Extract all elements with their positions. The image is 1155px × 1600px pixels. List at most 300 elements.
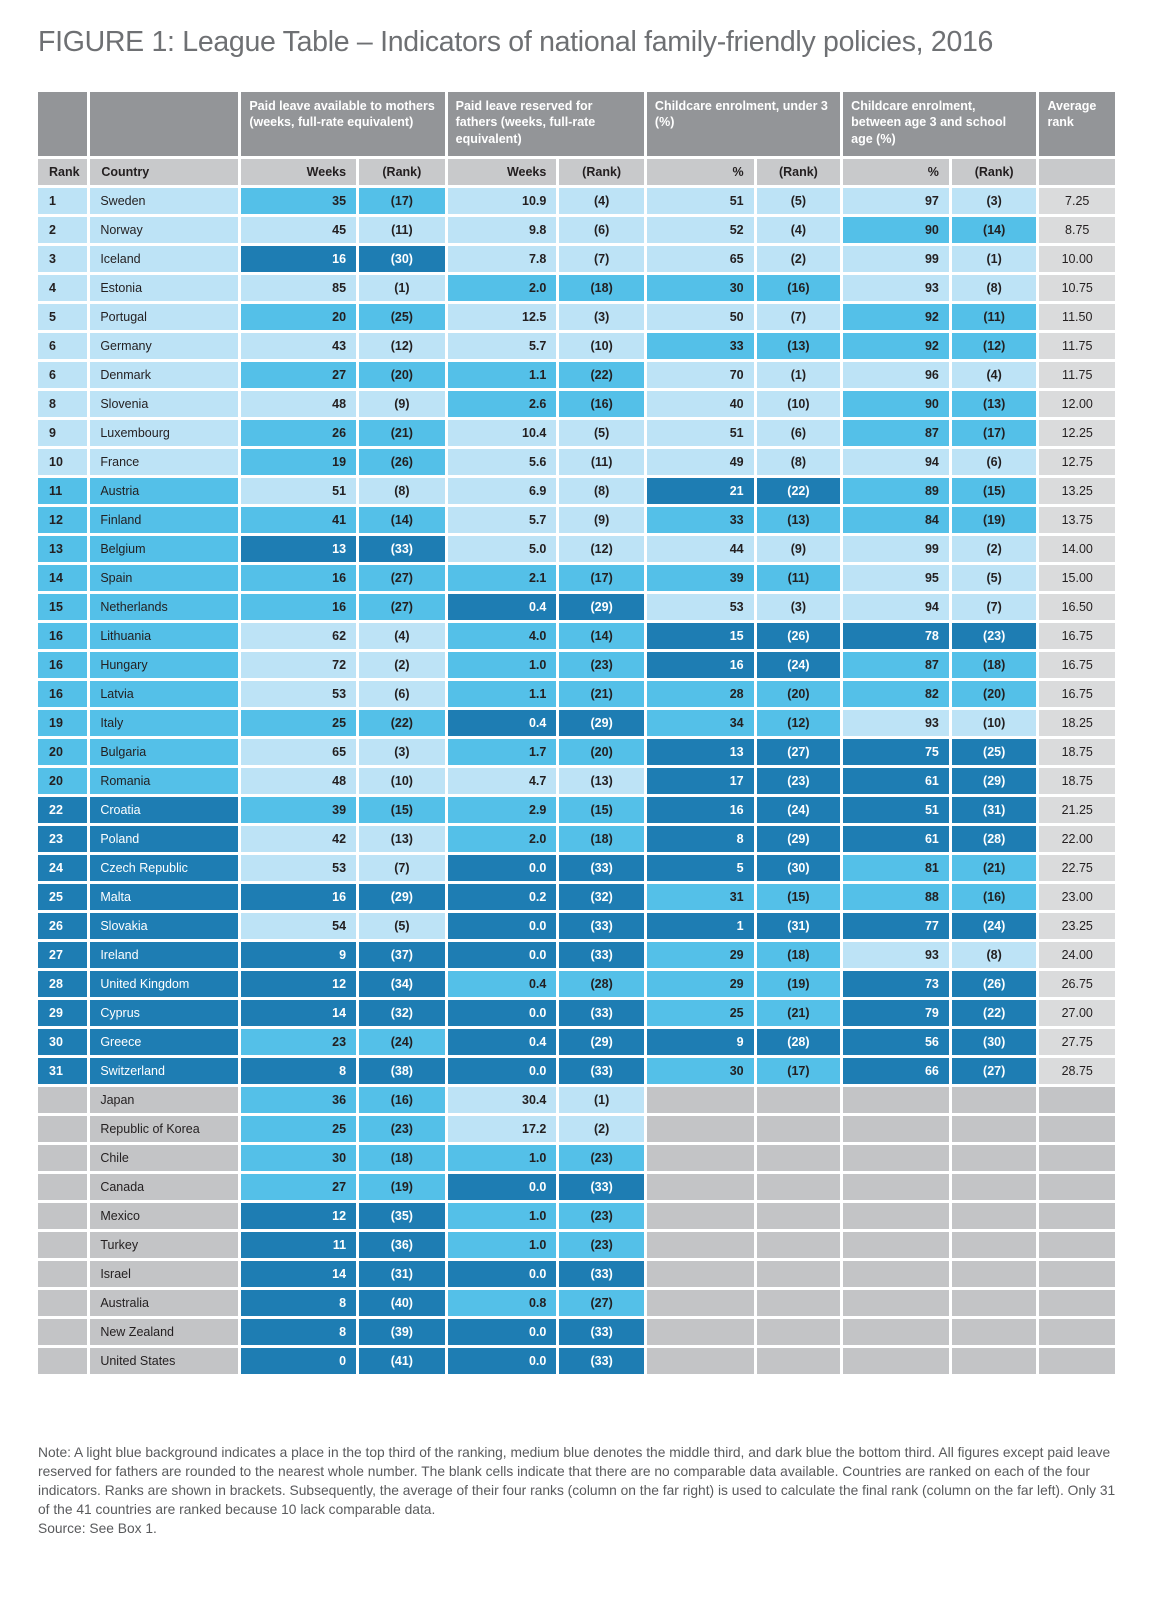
average-rank-cell: 21.25: [1039, 797, 1115, 823]
country-cell: Sweden: [90, 188, 238, 214]
table-row: [38, 536, 1115, 562]
average-rank-cell: 16.75: [1039, 623, 1115, 649]
fathers-leave-value-cell: 4.7: [448, 768, 557, 794]
childcare-under3-value-cell: 34: [647, 710, 754, 736]
country-cell: Slovenia: [90, 391, 238, 417]
childcare-3plus-value-cell: 92: [843, 333, 949, 359]
childcare-3plus-rank-cell: (8): [952, 942, 1037, 968]
average-rank-cell: 22.75: [1039, 855, 1115, 881]
childcare-under3-value-cell: [647, 1174, 754, 1200]
childcare-under3-value-cell: [647, 1348, 754, 1374]
sub-header-row: [38, 159, 1115, 185]
rank-cell: 4: [38, 275, 87, 301]
rank-cell: 12: [38, 507, 87, 533]
mothers-leave-rank-cell: (39): [359, 1319, 445, 1345]
rank-cell: 24: [38, 855, 87, 881]
childcare-under3-rank-cell: (22): [757, 478, 841, 504]
childcare-3plus-rank-cell: (4): [952, 362, 1037, 388]
table-row: [38, 1290, 1115, 1316]
fathers-leave-rank-cell: (23): [559, 652, 644, 678]
rank-cell: 11: [38, 478, 87, 504]
fathers-leave-rank-cell: (15): [559, 797, 644, 823]
rank-cell: 5: [38, 304, 87, 330]
country-cell: Australia: [90, 1290, 238, 1316]
mothers-leave-value-cell: 53: [241, 681, 356, 707]
mothers-leave-value-cell: 39: [241, 797, 356, 823]
childcare-3plus-rank-cell: [952, 1319, 1037, 1345]
childcare-3plus-rank-cell: (16): [952, 884, 1037, 910]
rank-cell: 19: [38, 710, 87, 736]
childcare-3plus-rank-cell: [952, 1290, 1037, 1316]
childcare-3plus-value-cell: 87: [843, 652, 949, 678]
table-row: [38, 1000, 1115, 1026]
table-row: [38, 1348, 1115, 1374]
childcare-3plus-value-cell: [843, 1261, 949, 1287]
childcare-under3-value-cell: 15: [647, 623, 754, 649]
childcare-under3-rank-cell: (31): [757, 913, 841, 939]
country-cell: Switzerland: [90, 1058, 238, 1084]
mothers-leave-value-cell: 13: [241, 536, 356, 562]
childcare-under3-rank-cell: (11): [757, 565, 841, 591]
mothers-leave-value-cell: 12: [241, 971, 356, 997]
childcare-under3-value-cell: 52: [647, 217, 754, 243]
childcare-under3-rank-cell: [757, 1232, 841, 1258]
childcare-3plus-value-cell: [843, 1087, 949, 1113]
mothers-leave-value-cell: 36: [241, 1087, 356, 1113]
group-header-row: [38, 92, 1115, 156]
fathers-leave-rank-cell: (6): [559, 217, 644, 243]
rank-cell: 22: [38, 797, 87, 823]
mothers-leave-rank-cell: (10): [359, 768, 445, 794]
childcare-3plus-rank-cell: (22): [952, 1000, 1037, 1026]
childcare-under3-rank-cell: [757, 1087, 841, 1113]
rank-cell: 20: [38, 768, 87, 794]
table-row: [38, 449, 1115, 475]
childcare-3plus-rank-cell: (30): [952, 1029, 1037, 1055]
table-row: [38, 1174, 1115, 1200]
mothers-leave-value-cell: 27: [241, 1174, 356, 1200]
fathers-leave-value-cell: 0.0: [448, 1000, 557, 1026]
fathers-leave-rank-cell: (17): [559, 565, 644, 591]
fathers-leave-rank-cell: (32): [559, 884, 644, 910]
childcare-3plus-value-cell: 75: [843, 739, 949, 765]
childcare-3plus-value-cell: 87: [843, 420, 949, 446]
table-row: [38, 652, 1115, 678]
fathers-leave-value-cell: 0.8: [448, 1290, 557, 1316]
rank-group-header: [38, 92, 87, 156]
source-text: Source: See Box 1.: [38, 1521, 157, 1537]
mothers-leave-rank-cell: (6): [359, 681, 445, 707]
country-cell: New Zealand: [90, 1319, 238, 1345]
rank-cell: 27: [38, 942, 87, 968]
rank-cell: 8: [38, 391, 87, 417]
table-row: [38, 739, 1115, 765]
fathers-leave-rank-cell: (33): [559, 1261, 644, 1287]
fathers-leave-rank-cell: (11): [559, 449, 644, 475]
country-cell: United Kingdom: [90, 971, 238, 997]
mothers-leave-group-header: Paid leave available to mothers (weeks, full-rate equivalent): [241, 92, 444, 156]
childcare-3plus-rank-cell: (14): [952, 217, 1037, 243]
mothers-leave-value-cell: 54: [241, 913, 356, 939]
childcare-under3-rank-cell: (26): [757, 623, 841, 649]
childcare-under3-rank-cell: (12): [757, 710, 841, 736]
childcare-under3-rank-cell: (10): [757, 391, 841, 417]
fathers-leave-value-cell: 2.6: [448, 391, 557, 417]
fathers-leave-value-cell: 0.0: [448, 1058, 557, 1084]
average-rank-cell: 11.75: [1039, 362, 1115, 388]
childcare-3plus-value-cell: 79: [843, 1000, 949, 1026]
mothers-leave-rank-cell: (35): [359, 1203, 445, 1229]
rank-cell: [38, 1116, 87, 1142]
rank-cell: 1: [38, 188, 87, 214]
childcare-3plus-rank-cell: (24): [952, 913, 1037, 939]
mothers-leave-rank-cell: (31): [359, 1261, 445, 1287]
average-rank-cell: 28.75: [1039, 1058, 1115, 1084]
childcare-under3-value-cell: 40: [647, 391, 754, 417]
table-row: [38, 681, 1115, 707]
mothers-leave-value-cell: 16: [241, 884, 356, 910]
childcare-3plus-value-cell: 56: [843, 1029, 949, 1055]
average-rank-cell: 13.75: [1039, 507, 1115, 533]
childcare-3plus-value-cell: 95: [843, 565, 949, 591]
childcare-3plus-value-cell: 96: [843, 362, 949, 388]
fathers-leave-rank-cell: (29): [559, 710, 644, 736]
childcare-under3-value-cell: [647, 1319, 754, 1345]
table-row: [38, 1087, 1115, 1113]
average-rank-cell: 22.00: [1039, 826, 1115, 852]
average-rank-group-header: Average rank: [1039, 92, 1115, 156]
mothers-leave-value-cell: 45: [241, 217, 356, 243]
childcare-3plus-rank-cell: (8): [952, 275, 1037, 301]
average-rank-cell: 10.75: [1039, 275, 1115, 301]
average-rank-cell: [1039, 1232, 1115, 1258]
table-row: [38, 391, 1115, 417]
average-rank-cell: [1039, 1203, 1115, 1229]
childcare-3plus-value-cell: 61: [843, 826, 949, 852]
childcare-under3-rank-cell: [757, 1174, 841, 1200]
fathers-leave-rank-cell: (33): [559, 1348, 644, 1374]
mothers-leave-rank-cell: (4): [359, 623, 445, 649]
fathers-leave-value-cell: 2.1: [448, 565, 557, 591]
childcare-3plus-rank-cell: (29): [952, 768, 1037, 794]
country-cell: Lithuania: [90, 623, 238, 649]
table-row: [38, 333, 1115, 359]
mothers-leave-rank-cell: (29): [359, 884, 445, 910]
childcare-under3-rank-cell: [757, 1290, 841, 1316]
mothers-leave-rank-cell: (40): [359, 1290, 445, 1316]
childcare-under3-value-cell: 16: [647, 797, 754, 823]
childcare-3plus-rank-cell: [952, 1232, 1037, 1258]
mothers-leave-value-cell: 23: [241, 1029, 356, 1055]
mothers-leave-rank-cell: (34): [359, 971, 445, 997]
childcare-3plus-value-cell: 93: [843, 710, 949, 736]
mothers-leave-value-cell: 43: [241, 333, 356, 359]
country-cell: Greece: [90, 1029, 238, 1055]
mothers-leave-rank-cell: (8): [359, 478, 445, 504]
mothers-leave-rank-cell: (9): [359, 391, 445, 417]
childcare-3plus-value-cell: 89: [843, 478, 949, 504]
fathers-leave-value-cell: 0.0: [448, 1319, 557, 1345]
childcare-3plus-rank-cell: (3): [952, 188, 1037, 214]
mothers-leave-value-cell: 30: [241, 1145, 356, 1171]
childcare-3plus-rank-cell: (18): [952, 652, 1037, 678]
childcare-under3-value-cell: 33: [647, 333, 754, 359]
fathers-leave-value-cell: 0.4: [448, 1029, 557, 1055]
fathers-leave-value-cell: 0.0: [448, 942, 557, 968]
average-rank-cell: 16.75: [1039, 652, 1115, 678]
mothers-leave-rank-cell: (38): [359, 1058, 445, 1084]
childcare-3plus-value-cell: 61: [843, 768, 949, 794]
mothers-leave-value-cell: 20: [241, 304, 356, 330]
childcare-3plus-value-cell: 92: [843, 304, 949, 330]
fathers-leave-rank-cell: (16): [559, 391, 644, 417]
country-cell: Luxembourg: [90, 420, 238, 446]
fathers-leave-value-cell: 0.2: [448, 884, 557, 910]
fathers-leave-rank-cell: (29): [559, 594, 644, 620]
mothers-leave-rank-cell: (26): [359, 449, 445, 475]
fathers-leave-value-cell: 6.9: [448, 478, 557, 504]
rank-cell: [38, 1174, 87, 1200]
childcare-under3-rank-cell: (3): [757, 594, 841, 620]
average-rank-cell: 14.00: [1039, 536, 1115, 562]
country-cell: Estonia: [90, 275, 238, 301]
childcare-under3-value-cell: 53: [647, 594, 754, 620]
country-cell: Malta: [90, 884, 238, 910]
fathers-leave-rank-cell: (18): [559, 275, 644, 301]
childcare-under3-value-cell: 70: [647, 362, 754, 388]
table-row: [38, 1203, 1115, 1229]
mothers-leave-value-cell: 42: [241, 826, 356, 852]
rank-cell: [38, 1319, 87, 1345]
country-cell: Belgium: [90, 536, 238, 562]
average-rank-cell: [1039, 1087, 1115, 1113]
fathers-leave-rank-cell: (29): [559, 1029, 644, 1055]
fathers-leave-rank-cell: (5): [559, 420, 644, 446]
childcare-under3-value-cell: 29: [647, 942, 754, 968]
childcare-under3-value-cell: 51: [647, 420, 754, 446]
3plus-rank-column-header: (Rank): [952, 159, 1037, 185]
fathers-leave-value-cell: 30.4: [448, 1087, 557, 1113]
mothers-leave-rank-cell: (7): [359, 855, 445, 881]
childcare-under3-rank-cell: (24): [757, 797, 841, 823]
average-rank-cell: 15.00: [1039, 565, 1115, 591]
country-cell: Iceland: [90, 246, 238, 272]
average-rank-cell: 27.00: [1039, 1000, 1115, 1026]
footnote-block: [38, 1443, 1124, 1538]
table-row: [38, 1116, 1115, 1142]
childcare-under3-value-cell: 31: [647, 884, 754, 910]
fathers-leave-value-cell: 0.4: [448, 594, 557, 620]
childcare-under3-value-cell: [647, 1261, 754, 1287]
childcare-under3-rank-cell: (9): [757, 536, 841, 562]
country-cell: Republic of Korea: [90, 1116, 238, 1142]
table-row: [38, 246, 1115, 272]
childcare-under3-rank-cell: (18): [757, 942, 841, 968]
childcare-under3-rank-cell: [757, 1348, 841, 1374]
mothers-leave-rank-cell: (32): [359, 1000, 445, 1026]
mothers-weeks-column-header: Weeks: [241, 159, 356, 185]
mothers-leave-rank-cell: (5): [359, 913, 445, 939]
childcare-3plus-group-header: Childcare enrolment, between age 3 and school age (%): [843, 92, 1036, 156]
rank-cell: 6: [38, 362, 87, 388]
fathers-leave-value-cell: 5.6: [448, 449, 557, 475]
childcare-3plus-value-cell: 90: [843, 391, 949, 417]
mothers-leave-rank-cell: (30): [359, 246, 445, 272]
mothers-leave-value-cell: 8: [241, 1290, 356, 1316]
childcare-3plus-rank-cell: (31): [952, 797, 1037, 823]
rank-cell: 10: [38, 449, 87, 475]
table-row: [38, 971, 1115, 997]
mothers-leave-rank-cell: (11): [359, 217, 445, 243]
table-row: [38, 797, 1115, 823]
average-rank-cell: 16.50: [1039, 594, 1115, 620]
childcare-under3-rank-cell: (29): [757, 826, 841, 852]
fathers-leave-value-cell: 1.0: [448, 652, 557, 678]
mothers-leave-value-cell: 14: [241, 1000, 356, 1026]
childcare-under3-rank-cell: (24): [757, 652, 841, 678]
childcare-under3-rank-cell: (21): [757, 1000, 841, 1026]
childcare-under3-rank-cell: [757, 1203, 841, 1229]
fathers-leave-rank-cell: (33): [559, 1058, 644, 1084]
fathers-leave-value-cell: 1.1: [448, 681, 557, 707]
childcare-3plus-value-cell: [843, 1203, 949, 1229]
country-group-header: [90, 92, 238, 156]
average-rank-cell: 26.75: [1039, 971, 1115, 997]
average-rank-cell: [1039, 1261, 1115, 1287]
average-rank-cell: [1039, 1348, 1115, 1374]
childcare-under3-group-header: Childcare enrolment, under 3 (%): [647, 92, 840, 156]
country-cell: Norway: [90, 217, 238, 243]
country-cell: Japan: [90, 1087, 238, 1113]
country-cell: Denmark: [90, 362, 238, 388]
average-rank-cell: 10.00: [1039, 246, 1115, 272]
fathers-leave-rank-cell: (21): [559, 681, 644, 707]
childcare-3plus-value-cell: 66: [843, 1058, 949, 1084]
childcare-under3-rank-cell: (4): [757, 217, 841, 243]
country-cell: Latvia: [90, 681, 238, 707]
childcare-3plus-value-cell: 81: [843, 855, 949, 881]
table-row: [38, 1029, 1115, 1055]
average-rank-cell: 12.00: [1039, 391, 1115, 417]
childcare-under3-rank-cell: (13): [757, 333, 841, 359]
mothers-leave-rank-cell: (12): [359, 333, 445, 359]
mothers-leave-value-cell: 9: [241, 942, 356, 968]
fathers-leave-rank-cell: (4): [559, 188, 644, 214]
country-cell: Mexico: [90, 1203, 238, 1229]
childcare-3plus-rank-cell: [952, 1261, 1037, 1287]
childcare-3plus-rank-cell: (20): [952, 681, 1037, 707]
fathers-leave-value-cell: 1.0: [448, 1145, 557, 1171]
average-rank-cell: [1039, 1116, 1115, 1142]
childcare-3plus-rank-cell: [952, 1145, 1037, 1171]
childcare-3plus-rank-cell: (19): [952, 507, 1037, 533]
childcare-under3-rank-cell: [757, 1116, 841, 1142]
country-cell: Spain: [90, 565, 238, 591]
fathers-leave-rank-cell: (14): [559, 623, 644, 649]
mothers-leave-rank-cell: (15): [359, 797, 445, 823]
fathers-leave-rank-cell: (28): [559, 971, 644, 997]
mothers-leave-rank-cell: (19): [359, 1174, 445, 1200]
mothers-leave-value-cell: 0: [241, 1348, 356, 1374]
mothers-leave-value-cell: 27: [241, 362, 356, 388]
rank-cell: 2: [38, 217, 87, 243]
mothers-leave-value-cell: 51: [241, 478, 356, 504]
fathers-leave-rank-cell: (20): [559, 739, 644, 765]
country-cell: Bulgaria: [90, 739, 238, 765]
fathers-leave-rank-cell: (33): [559, 855, 644, 881]
childcare-under3-value-cell: 28: [647, 681, 754, 707]
mothers-leave-rank-cell: (3): [359, 739, 445, 765]
rank-cell: 30: [38, 1029, 87, 1055]
childcare-3plus-rank-cell: [952, 1116, 1037, 1142]
average-rank-cell: [1039, 1319, 1115, 1345]
country-cell: Czech Republic: [90, 855, 238, 881]
mothers-rank-column-header: (Rank): [359, 159, 445, 185]
childcare-under3-value-cell: 65: [647, 246, 754, 272]
fathers-leave-value-cell: 5.7: [448, 333, 557, 359]
country-cell: Hungary: [90, 652, 238, 678]
childcare-under3-value-cell: 39: [647, 565, 754, 591]
childcare-under3-rank-cell: (20): [757, 681, 841, 707]
mothers-leave-rank-cell: (1): [359, 275, 445, 301]
childcare-3plus-value-cell: 94: [843, 449, 949, 475]
fathers-leave-rank-cell: (23): [559, 1232, 644, 1258]
mothers-leave-rank-cell: (23): [359, 1116, 445, 1142]
fathers-leave-rank-cell: (10): [559, 333, 644, 359]
mothers-leave-rank-cell: (25): [359, 304, 445, 330]
rank-cell: 23: [38, 826, 87, 852]
childcare-3plus-rank-cell: (11): [952, 304, 1037, 330]
rank-cell: 14: [38, 565, 87, 591]
childcare-under3-rank-cell: (13): [757, 507, 841, 533]
rank-cell: 6: [38, 333, 87, 359]
childcare-under3-rank-cell: (28): [757, 1029, 841, 1055]
country-cell: Israel: [90, 1261, 238, 1287]
childcare-3plus-rank-cell: [952, 1348, 1037, 1374]
country-cell: Slovakia: [90, 913, 238, 939]
childcare-3plus-value-cell: 99: [843, 536, 949, 562]
country-cell: Turkey: [90, 1232, 238, 1258]
fathers-leave-value-cell: 1.7: [448, 739, 557, 765]
childcare-under3-value-cell: 21: [647, 478, 754, 504]
mothers-leave-rank-cell: (18): [359, 1145, 445, 1171]
fathers-weeks-column-header: Weeks: [448, 159, 557, 185]
fathers-leave-value-cell: 7.8: [448, 246, 557, 272]
childcare-under3-value-cell: 9: [647, 1029, 754, 1055]
fathers-leave-rank-cell: (12): [559, 536, 644, 562]
under3-pct-column-header: %: [647, 159, 754, 185]
rank-cell: 13: [38, 536, 87, 562]
childcare-under3-value-cell: [647, 1290, 754, 1316]
childcare-under3-rank-cell: (15): [757, 884, 841, 910]
mothers-leave-value-cell: 16: [241, 246, 356, 272]
fathers-leave-rank-cell: (1): [559, 1087, 644, 1113]
childcare-3plus-rank-cell: (7): [952, 594, 1037, 620]
rank-cell: 3: [38, 246, 87, 272]
fathers-leave-value-cell: 5.0: [448, 536, 557, 562]
childcare-3plus-value-cell: [843, 1348, 949, 1374]
country-cell: Cyprus: [90, 1000, 238, 1026]
childcare-under3-value-cell: 13: [647, 739, 754, 765]
fathers-leave-rank-cell: (2): [559, 1116, 644, 1142]
fathers-leave-rank-cell: (33): [559, 942, 644, 968]
mothers-leave-value-cell: 62: [241, 623, 356, 649]
mothers-leave-rank-cell: (33): [359, 536, 445, 562]
childcare-3plus-rank-cell: (5): [952, 565, 1037, 591]
fathers-leave-rank-cell: (33): [559, 1174, 644, 1200]
table-row: [38, 420, 1115, 446]
rank-cell: 15: [38, 594, 87, 620]
